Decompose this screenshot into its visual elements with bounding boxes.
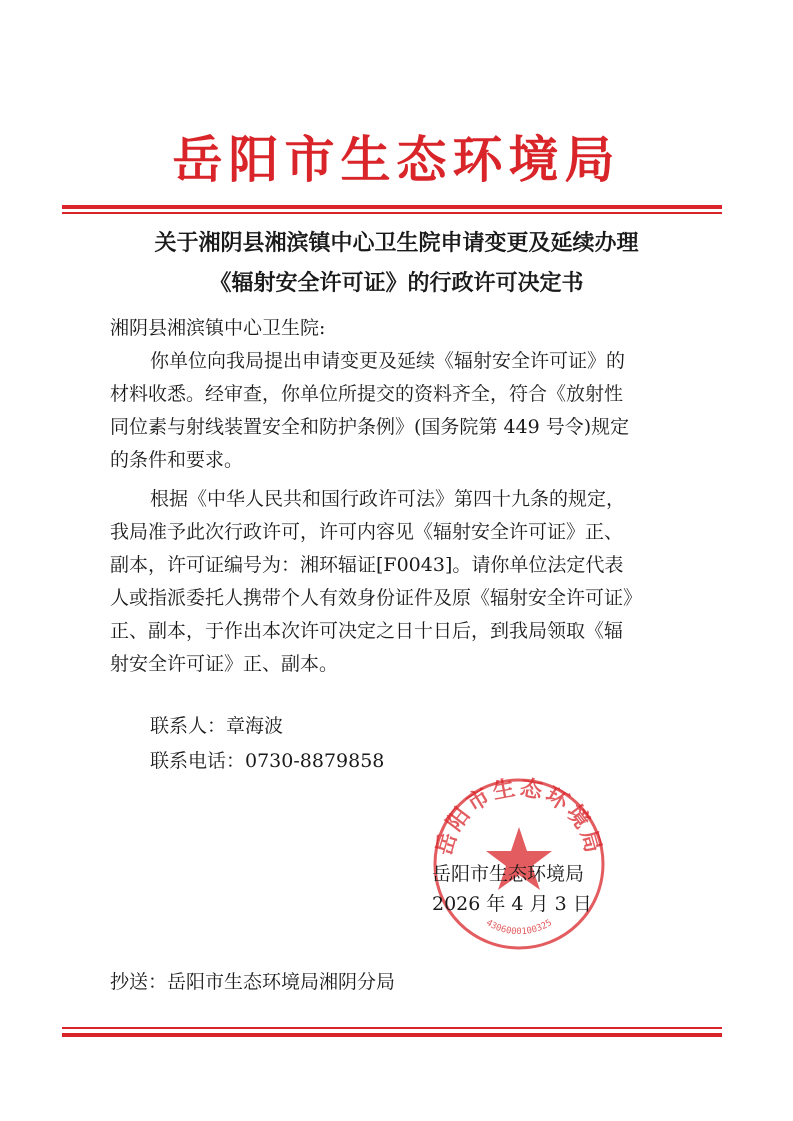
header-rule-thin (62, 212, 722, 214)
cc-line: 抄送：岳阳市生态环境局湘阴分局 (110, 971, 396, 993)
body-p2-line: 人或指派委托人携带个人有效身份证件及原《辐射安全许可证》 (110, 587, 643, 609)
contact-person: 联系人：章海波 (150, 715, 284, 737)
body-p1-line: 材料收悉。经审查，你单位所提交的资料齐全，符合《放射性 (110, 383, 624, 405)
body-p2-line: 副本，许可证编号为：湘环辐证[F0043]。请你单位法定代表 (110, 554, 624, 576)
signature-date: 2026 年 4 月 3 日 (432, 893, 592, 915)
seal-text: 岳阳市生态环境局 (431, 775, 607, 859)
agency-header: 岳阳市生态环境局 (172, 130, 621, 189)
contact-phone: 联系电话：0730-8879858 (150, 750, 385, 772)
body-p2-line: 根据《中华人民共和国行政许可法》第四十九条的规定， (150, 488, 626, 510)
body-p2-line: 射安全许可证》正、副本。 (110, 653, 339, 675)
body-p1-line: 同位素与射线装置安全和防护条例》(国务院第 449 号令)规定 (110, 416, 630, 438)
addressee: 湘阴县湘滨镇中心卫生院: (110, 317, 326, 339)
doc-title-line1: 关于湘阴县湘滨镇中心卫生院申请变更及延续办理 (154, 231, 639, 256)
footer-rule-thin (62, 1027, 722, 1029)
body-p2-line: 正、副本，于作出本次许可决定之日十日后，到我局领取《辐 (110, 620, 624, 642)
svg-text:4306000100325 (484, 918, 554, 937)
doc-title-line2: 《辐射安全许可证》的行政许可决定书 (209, 271, 584, 296)
header-rule-thick (62, 205, 722, 209)
seal-code: 4306000100325 (484, 918, 554, 938)
footer-rule-thick (62, 1033, 722, 1037)
body-p2-line: 我局准予此次行政许可，许可内容见《辐射安全许可证》正、 (110, 521, 624, 543)
body-p1-line: 你单位向我局提出申请变更及延续《辐射安全许可证》的 (150, 350, 626, 372)
signature-org: 岳阳市生态环境局 (432, 863, 585, 885)
body-p1-line: 的条件和要求。 (110, 449, 244, 471)
